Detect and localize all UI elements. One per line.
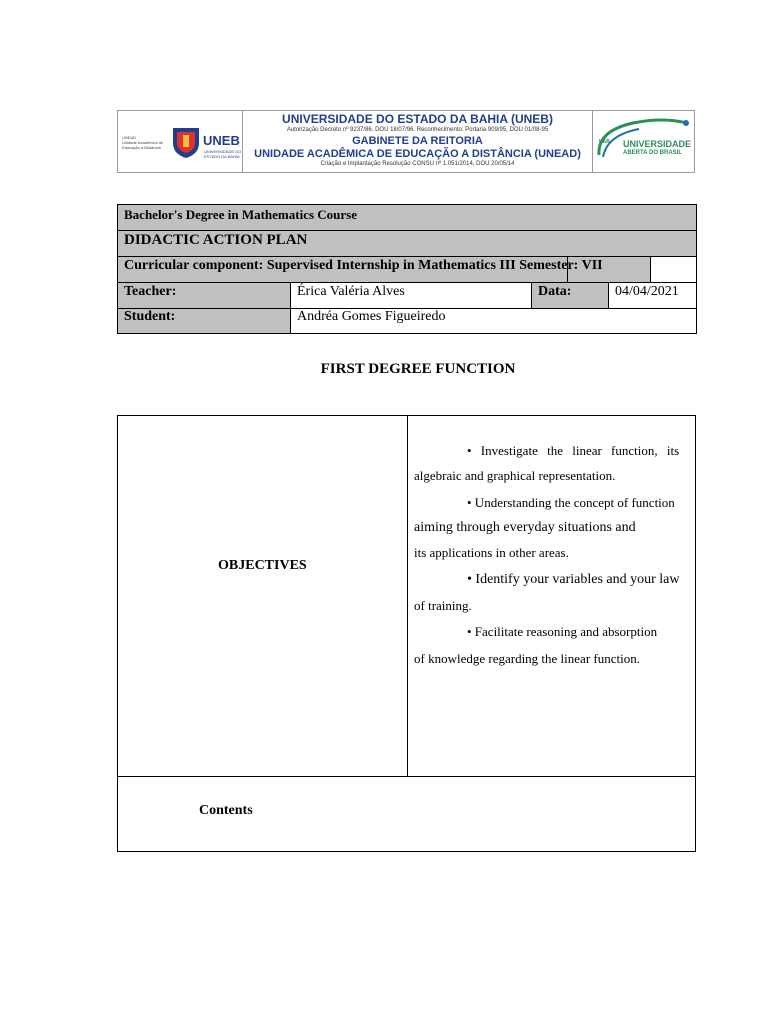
banner-university: UNIVERSIDADE DO ESTADO DA BAHIA (UNEB) (282, 112, 553, 126)
contents-row (118, 776, 695, 851)
page-title: FIRST DEGREE FUNCTION (320, 361, 516, 377)
uab-title: UNIVERSIDADE (623, 139, 692, 149)
banner-unit: UNIDADE ACADÊMICA DE EDUCAÇÃO A DISTÂNCIA (UNEAD) (254, 148, 581, 160)
semester-sep (567, 256, 568, 282)
objective-line: • Facilitate reasoning and absorption (467, 624, 658, 639)
objective-line: algebraic and graphical representation. (414, 468, 616, 483)
banner-authorization: Autorização Decreto nº 9237/86, DOU 18/07/96. Reconhecimento: Portaria 909/95, DOU 01/08-95 (286, 127, 549, 133)
date-value: 04/04/2021 (608, 282, 697, 308)
objective-line: of knowledge regarding the linear function. (414, 651, 640, 666)
objective-line: • Understanding the concept of function (467, 495, 675, 510)
objectives-label: OBJECTIVES (218, 558, 307, 573)
banner-title-block (243, 111, 592, 172)
date-label: Data: (531, 282, 608, 308)
uab-tag: UAB (599, 139, 610, 145)
objective-line: its applications in other areas. (414, 545, 569, 560)
unead-logo-text: UNEAD Unidade Acadêmica de Educação a Distância (122, 135, 164, 150)
header-banner (117, 110, 695, 173)
course-cell: Bachelor's Degree in Mathematics Course (117, 204, 697, 230)
student-label: Student: (117, 308, 290, 334)
objective-line: • Investigate the linear function, its (467, 443, 680, 458)
objective-line: of training. (414, 598, 472, 613)
objective-line: aiming through everyday situations and (414, 520, 636, 535)
component-empty-cell (650, 256, 697, 282)
contents-label: Contents (199, 803, 253, 818)
component-cell: Curricular component: Supervised Internship in Mathematics III Semester: VII (117, 256, 650, 282)
teacher-label: Teacher: (117, 282, 290, 308)
banner-creation: Criação e Implantação Resolução CONSU nº 1.051/2014, DOU 20/05/14 (320, 161, 515, 167)
uneb-logo-block (118, 111, 243, 172)
plan-cell: DIDACTIC ACTION PLAN (117, 230, 697, 256)
teacher-value: Érica Valéria Alves (290, 282, 531, 308)
uneb-wordmark: UNEB (203, 133, 240, 148)
uab-logo-block (592, 111, 694, 172)
uab-subtitle: ABERTA DO BRASIL (623, 150, 682, 156)
objectives-label-cell (118, 416, 408, 776)
objectives-content-cell (407, 416, 695, 776)
banner-office: GABINETE DA REITORIA (352, 135, 483, 147)
student-value: Andréa Gomes Figueiredo (290, 308, 697, 334)
objective-line: • Identify your variables and your law (467, 572, 680, 587)
objectives-table (117, 415, 696, 852)
uneb-subtitle: UNIVERSIDADE DO ESTADO DA BAHIA (204, 149, 242, 159)
uneb-seal-icon (170, 125, 202, 159)
